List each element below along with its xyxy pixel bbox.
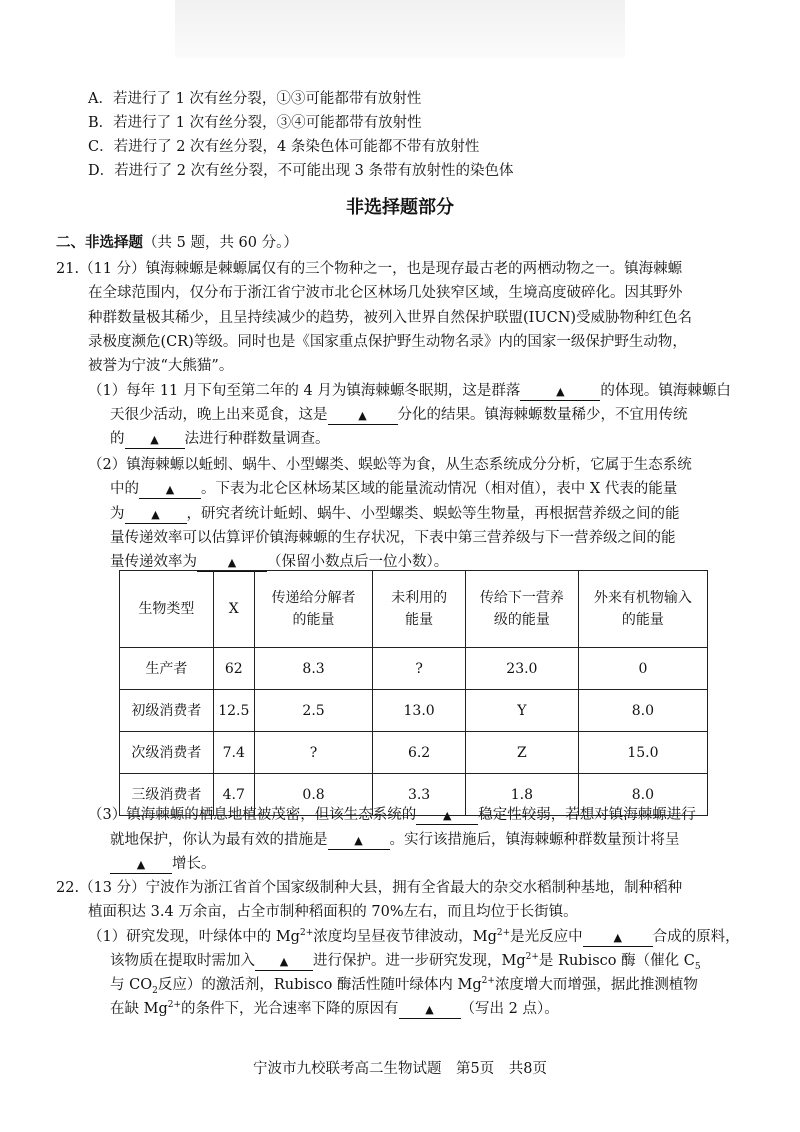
table-cell: 62 <box>213 648 254 690</box>
table-header-row <box>120 571 708 648</box>
triangle-mark-icon: ▲ <box>425 1003 434 1016</box>
q21-part3-line-1 <box>88 804 696 827</box>
q22-p1-text-a1: （1）研究发现，叶绿体中的 Mg <box>88 929 300 945</box>
q21-p2-text-b: 中的 <box>110 481 139 497</box>
page-footer: 宁波市九校联考高二生物试题 第5页 共8页 <box>253 1061 547 1077</box>
superscript: 2+ <box>481 976 495 987</box>
table-cell: Y <box>465 690 578 732</box>
q22-p1-text-c2: 反应）的激活剂，Rubisco 酶活性随叶绿体内 Mg <box>157 977 482 993</box>
table-cell: ? <box>373 648 466 690</box>
q21-p2-text-g: 量传递效率为 <box>110 554 197 570</box>
option-a: A．若进行了 1 次有丝分裂，①③可能都带有放射性 <box>88 91 422 107</box>
table-cell: ? <box>254 732 372 774</box>
answer-blank[interactable] <box>416 807 478 825</box>
triangle-mark-icon: ▲ <box>279 955 289 968</box>
q22-intro-text-1: 宁波作为浙江省首个国家级制种大县，拥有全省最大的杂交水稻制种基地，制种稻种 <box>145 880 683 896</box>
triangle-mark-icon: ▲ <box>443 809 452 822</box>
q22-part1-line-2 <box>110 950 701 973</box>
q22-part1-line-3 <box>110 974 698 997</box>
answer-blank[interactable] <box>125 431 185 449</box>
q22-p1-text-c1: 与 CO <box>110 977 153 993</box>
table-header: 传给下一营养级的能量 <box>465 571 578 648</box>
q21-p1-text-c: 天很少活动，晚上出来觅食，这是 <box>110 407 328 423</box>
q21-p2-text-d: 为 <box>110 506 125 522</box>
triangle-mark-icon: ▲ <box>556 385 565 398</box>
table-cell: 23.0 <box>465 648 578 690</box>
table-cell: 3.3 <box>373 774 466 816</box>
table-cell: 12.5 <box>213 690 254 732</box>
table-cell: 7.4 <box>213 732 254 774</box>
q21-p3-text-c: 就地保护，你认为最有效的措施是 <box>110 832 328 848</box>
table-cell: 初级消费者 <box>120 690 214 732</box>
table-cell: 8.3 <box>254 648 372 690</box>
subscript: 2 <box>152 985 158 996</box>
q21-part2-line-3 <box>110 503 680 526</box>
table-cell: 4.7 <box>213 774 254 816</box>
table-cell: Z <box>465 732 578 774</box>
q21-part1-line-3 <box>110 428 330 451</box>
q22-p1-text-b2: 进行保护。进一步研究发现，Mg <box>313 953 526 969</box>
q21-intro-line-4: 录极度濒危(CR)等级。同时也是《国家重点保护野生动物名录》内的国家一级保护野生动物， <box>88 334 687 350</box>
q21-p1-text-e: 的 <box>110 431 125 447</box>
q21-p3-text-d: 。实行该措施后，镇海棘螈种群数量预计将呈 <box>389 832 680 848</box>
answer-blank[interactable] <box>399 1001 461 1019</box>
q21-part1-line-2 <box>110 404 688 427</box>
part2-note: （共 5 题，共 60 分。） <box>143 235 298 251</box>
table-cell: 15.0 <box>578 732 707 774</box>
q21-part3-line-3 <box>110 853 216 876</box>
q21-intro-line-5: 被誉为宁波“大熊猫”。 <box>88 358 234 374</box>
table-header: X <box>213 571 254 648</box>
table-cell: 8.0 <box>578 774 707 816</box>
answer-blank[interactable] <box>110 856 172 874</box>
superscript: 2+ <box>167 1000 182 1011</box>
answer-blank[interactable] <box>125 506 187 524</box>
table-row <box>120 732 708 774</box>
answer-blank[interactable] <box>139 481 201 499</box>
answer-blank[interactable] <box>583 929 653 947</box>
q22-intro-line-1 <box>56 877 682 900</box>
q21-intro-line-2: 在全球范围内，仅分布于浙江省宁波市北仑区林场几处狭窄区域，生境高度破碎化。因其野外 <box>88 285 683 301</box>
triangle-mark-icon: ▲ <box>136 858 146 871</box>
table-row <box>120 690 708 732</box>
table-row <box>120 648 708 690</box>
q21-part2-line-1: （2）镇海棘螈以蚯蚓、蜗牛、小型螺类、蜈蚣等为食，从生态系统成分分析，它属于生态系统 <box>88 457 692 473</box>
table-cell: 1.8 <box>465 774 578 816</box>
answer-blank[interactable] <box>328 832 390 850</box>
scan-shadow <box>175 0 625 58</box>
q22-p1-text-a4: 合成的原料， <box>652 929 740 945</box>
answer-blank[interactable] <box>255 953 313 971</box>
table-header: 未利用的能量 <box>373 571 466 648</box>
section-title: 非选择题部分 <box>346 197 454 218</box>
q21-p3-text-a: （3）镇海棘螈的栖息地植被茂密，但该生态系统的 <box>88 807 417 823</box>
q21-p3-text-e: 增长。 <box>172 856 216 872</box>
table-cell: 2.5 <box>254 690 372 732</box>
q22-p1-text-d1: 在缺 Mg <box>110 1001 168 1017</box>
table-header: 传递给分解者的能量 <box>254 571 372 648</box>
q21-p1-text-d: 分化的结果。镇海棘螈数量稀少，不宜用传统 <box>397 407 688 423</box>
q21-p2-text-e: ，研究者统计蚯蚓、蜗牛、小型螺类、蜈蚣等生物量，再根据营养级之间的能 <box>186 506 680 522</box>
part2-label: 二、非选择题 <box>56 235 143 251</box>
answer-blank[interactable] <box>520 383 600 401</box>
table-cell: 0 <box>578 648 707 690</box>
option-c: C．若进行了 2 次有丝分裂，4 条染色体可能都不带有放射性 <box>88 139 480 155</box>
q21-intro-text-1: 镇海棘螈是棘螈属仅有的三个物种之一，也是现存最古老的两栖动物之一。镇海棘螈 <box>145 261 683 277</box>
q21-part1-line-1 <box>88 380 731 403</box>
table-cell: 三级消费者 <box>120 774 214 816</box>
table-header: 外来有机物输入的能量 <box>578 571 707 648</box>
q21-p2-text-h: （保留小数点后一位小数）。 <box>267 554 449 570</box>
triangle-mark-icon: ▲ <box>354 834 363 847</box>
triangle-mark-icon: ▲ <box>227 556 237 569</box>
q22-p1-text-b1: 该物质在提取时需加入 <box>110 953 255 969</box>
q22-p1-text-d2: 的条件下，光合速率下降的原因有 <box>181 1001 399 1017</box>
q22-p1-text-a3: 是光反应中 <box>510 929 583 945</box>
superscript: 2+ <box>525 952 539 963</box>
triangle-mark-icon: ▲ <box>358 409 367 422</box>
q21-part2-line-4: 量传递效率可以估算评价镇海棘螈的生存状况，下表中第三营养级与下一营养级之间的能 <box>110 530 676 546</box>
q21-part3-line-2 <box>110 829 680 852</box>
energy-flow-table <box>119 570 708 816</box>
q21-score: （11 分） <box>79 261 146 277</box>
triangle-mark-icon: ▲ <box>151 508 160 521</box>
q22-intro-line-2: 植面积达 3.4 万余亩，占全市制种稻面积的 70%左右，而且均位于长街镇。 <box>88 904 578 920</box>
q22-p1-text-a2: 浓度均呈昼夜节律波动，Mg <box>313 929 497 945</box>
q22-part1-line-4 <box>110 998 559 1021</box>
part2-heading <box>56 232 298 255</box>
superscript: 2+ <box>299 928 314 939</box>
table-cell: 生产者 <box>120 648 214 690</box>
table-cell: 8.0 <box>578 690 707 732</box>
q22-score: （13 分） <box>79 880 146 896</box>
table-cell: 13.0 <box>373 690 466 732</box>
q21-part2-line-2 <box>110 478 677 501</box>
triangle-mark-icon: ▲ <box>613 931 622 944</box>
triangle-mark-icon: ▲ <box>150 433 159 446</box>
superscript: 2+ <box>496 928 511 939</box>
table-header: 生物类型 <box>120 571 214 648</box>
table-cell: 0.8 <box>254 774 372 816</box>
option-b: B．若进行了 1 次有丝分裂，③④可能都带有放射性 <box>88 115 422 131</box>
q21-intro-line-1 <box>56 258 682 281</box>
q21-p1-text-a: （1）每年 11 月下旬至第二年的 4 月为镇海棘螈冬眠期，这是群落 <box>88 383 521 399</box>
q21-p1-text-f: 法进行种群数量调查。 <box>184 431 330 447</box>
table-cell: 6.2 <box>373 732 466 774</box>
q22-p1-text-c3: 浓度增大而增强，据此推测植物 <box>494 977 698 993</box>
table-cell: 次级消费者 <box>120 732 214 774</box>
q21-p2-text-c: 。下表为北仑区林场某区域的能量流动情况（相对值），表中 X 代表的能量 <box>201 481 678 497</box>
q22-part1-line-1 <box>88 926 740 949</box>
q22-number: 22. <box>56 880 80 896</box>
option-d: D．若进行了 2 次有丝分裂，不可能出现 3 条带有放射性的染色体 <box>88 163 514 179</box>
q21-intro-line-3: 种群数量极其稀少，且呈持续减少的趋势，被列入世界自然保护联盟(IUCN)受威胁物种红色名 <box>88 310 693 326</box>
q21-p3-text-b: 稳定性较弱，若想对镇海棘螈进行 <box>478 807 696 823</box>
subscript: 5 <box>694 961 701 972</box>
triangle-mark-icon: ▲ <box>165 483 175 496</box>
q22-p1-text-b3: 是 Rubisco 酶（催化 C <box>538 953 695 969</box>
q22-p1-text-d3: （写出 2 点）。 <box>460 1001 559 1017</box>
q21-p1-text-b: 的体现。镇海棘螈白 <box>600 383 731 399</box>
q21-number: 21. <box>56 261 80 277</box>
answer-blank[interactable] <box>328 407 398 425</box>
